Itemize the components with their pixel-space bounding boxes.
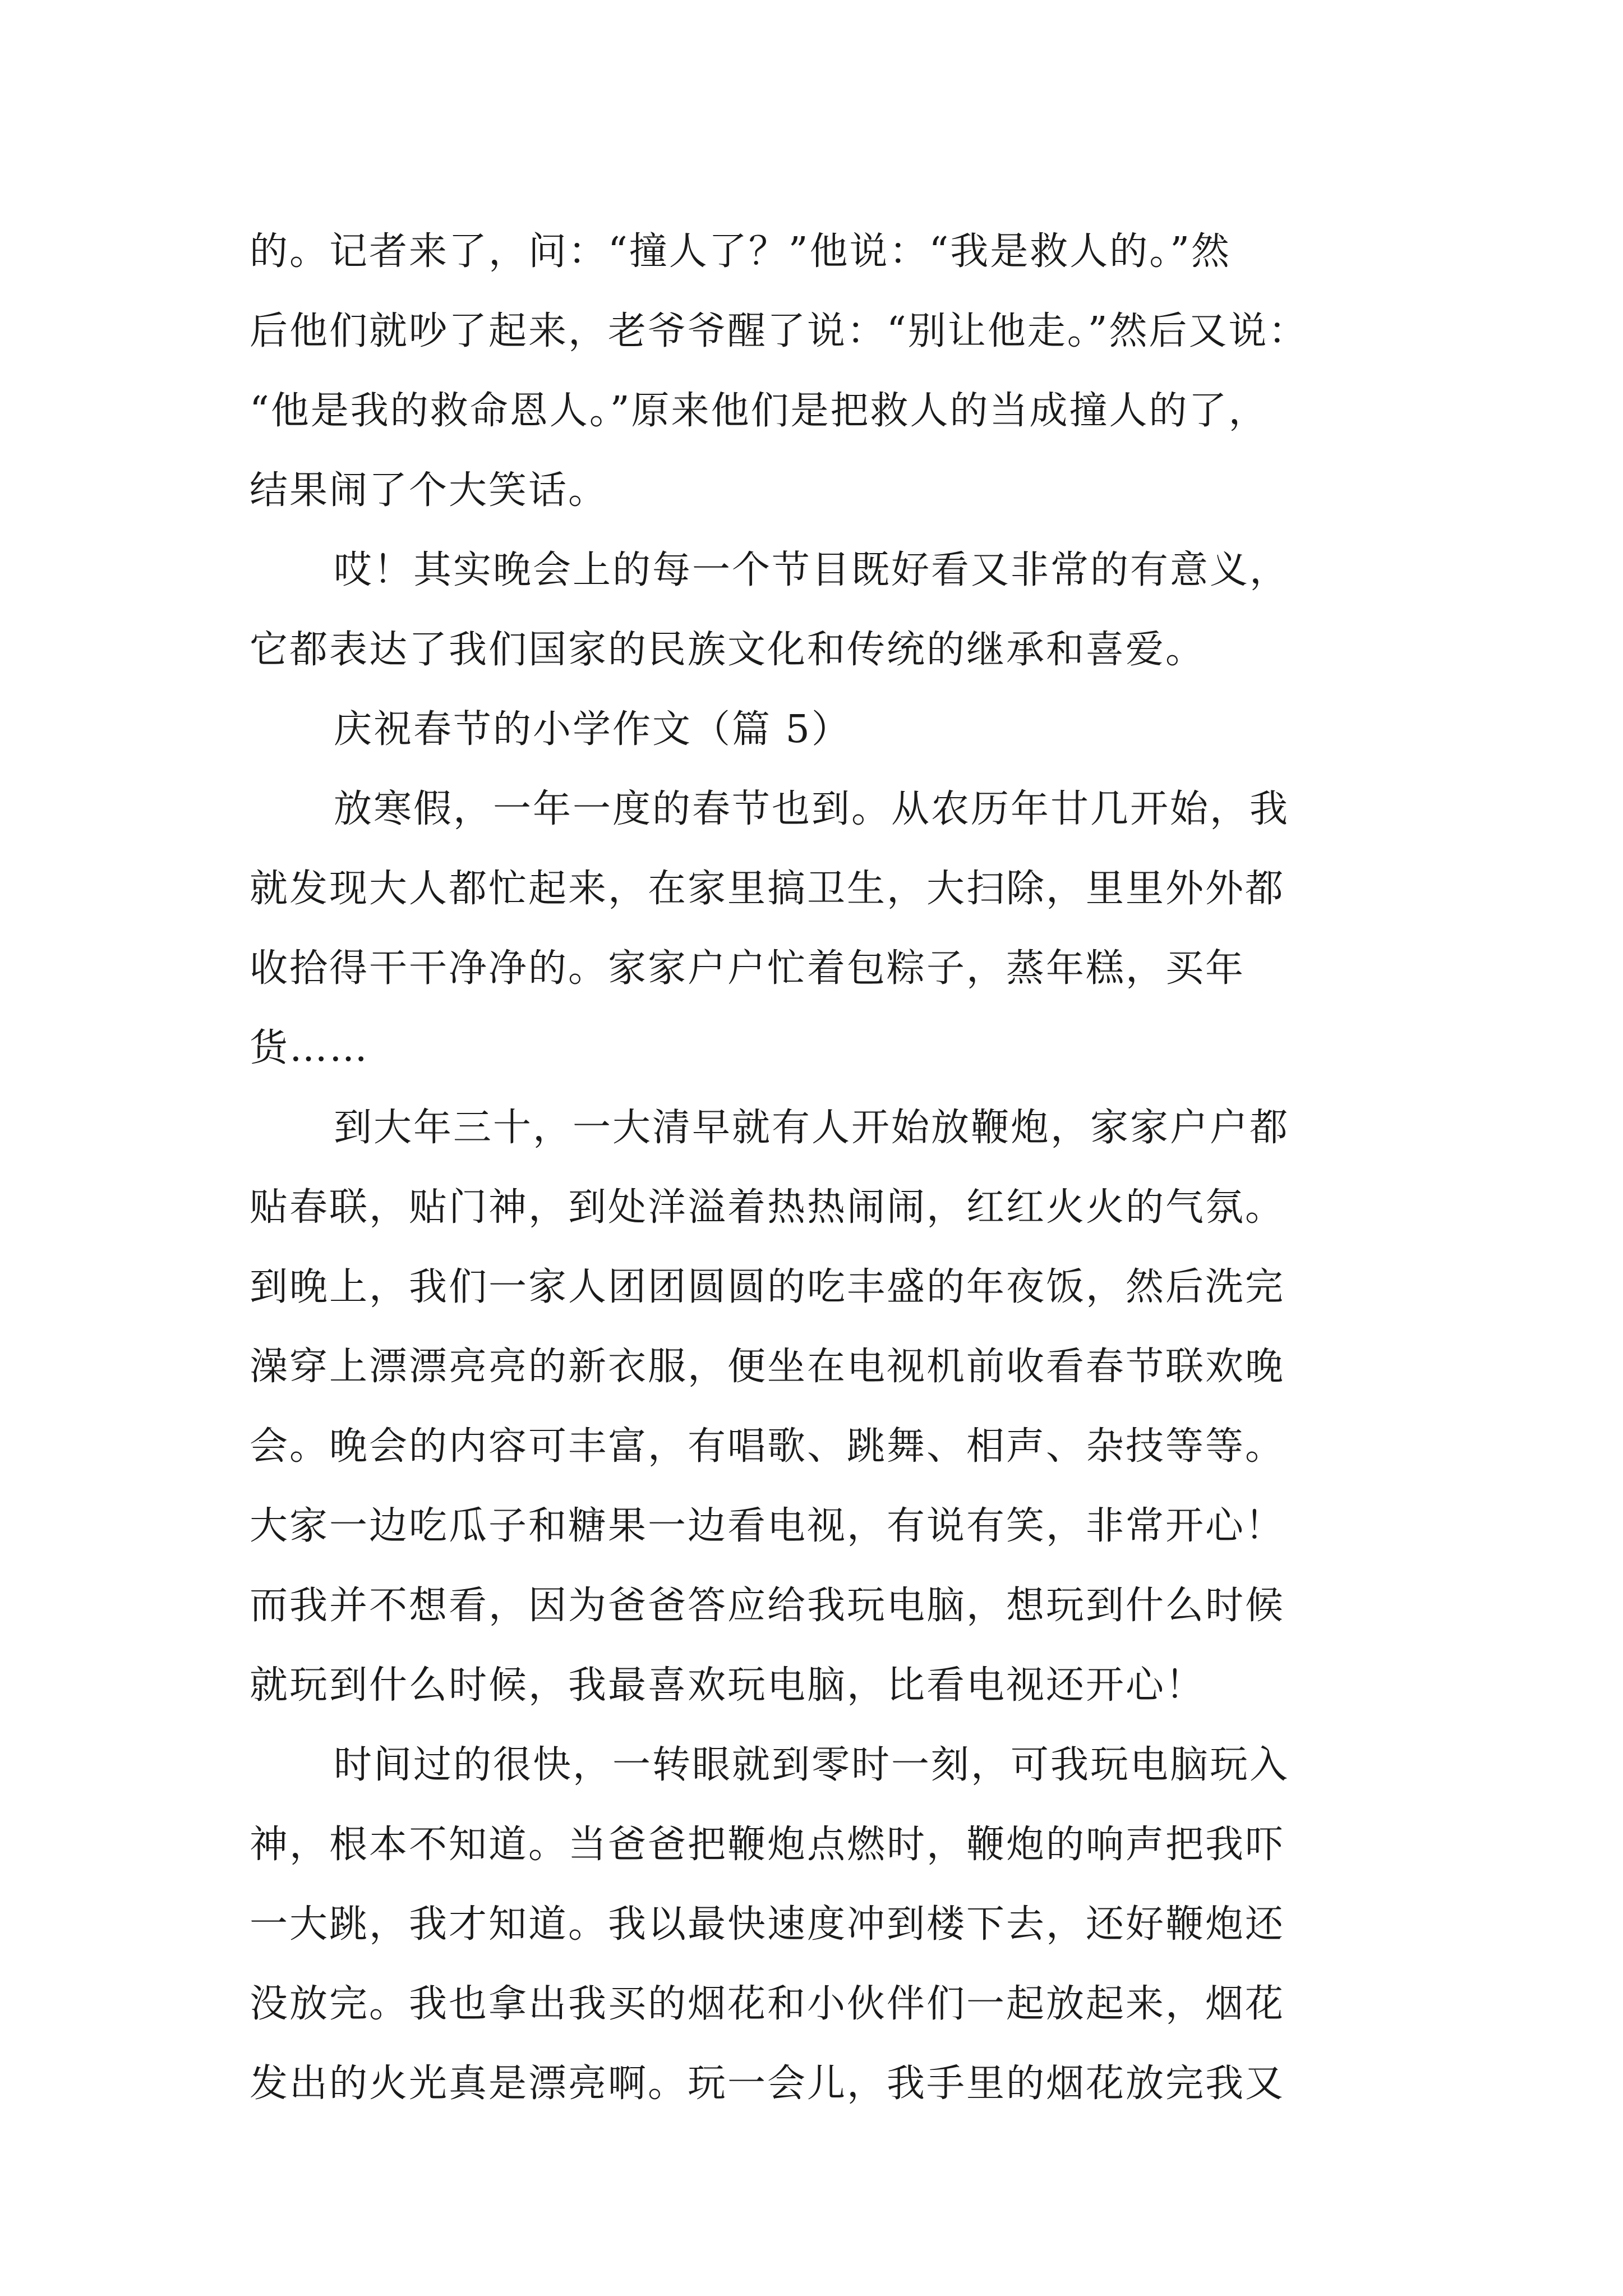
paragraph-start-line: 哎！其实晚会上的每一个节目既好看又非常的有意义， [334, 548, 1290, 592]
text-line: 后他们就吵了起来，老爷爷醒了说：“别让他走。”然后又说： [250, 309, 1308, 353]
paragraph-start-line: 时间过的很快，一转眼就到零时一刻，可我玩电脑玩入 [334, 1743, 1290, 1787]
text-line: 货…… [250, 1026, 370, 1070]
text-line: 大家一边吃瓜子和糖果一边看电视，有说有笑，非常开心！ [250, 1504, 1285, 1548]
paragraph-start-line: 放寒假，一年一度的春节也到。从农历年廿几开始，我 [334, 787, 1290, 831]
paragraph-start-line: 到大年三十，一大清早就有人开始放鞭炮，家家户户都 [334, 1106, 1290, 1150]
text-line: 会。晚会的内容可丰富，有唱歌、跳舞、相声、杂技等等。 [250, 1424, 1285, 1469]
text-line: 没放完。我也拿出我买的烟花和小伙伴们一起放起来，烟花 [250, 1982, 1285, 2026]
essay-body [250, 212, 1394, 2124]
text-line: 就玩到什么时候，我最喜欢玩电脑，比看电视还开心！ [250, 1663, 1206, 1708]
section-heading: 庆祝春节的小学作文（篇 5） [334, 707, 851, 752]
text-line: 就发现大人都忙起来，在家里搞卫生，大扫除，里里外外都 [250, 867, 1285, 911]
text-line: 结果闹了个大笑话。 [250, 468, 608, 513]
text-line: 而我并不想看，因为爸爸答应给我玩电脑，想玩到什么时候 [250, 1584, 1285, 1628]
text-line: 发出的火光真是漂亮啊。玩一会儿，我手里的烟花放完我又 [250, 2062, 1285, 2106]
text-line: 收拾得干干净净的。家家户户忙着包粽子，蒸年糕，买年 [250, 946, 1246, 991]
text-line: 一大跳，我才知道。我以最快速度冲到楼下去，还好鞭炮还 [250, 1902, 1285, 1947]
text-line: 贴春联，贴门神，到处洋溢着热热闹闹，红红火火的气氛。 [250, 1185, 1285, 1230]
text-line: “他是我的救命恩人。”原来他们是把救人的当成撞人的了， [250, 389, 1269, 433]
text-line: 澡穿上漂漂亮亮的新衣服，便坐在电视机前收看春节联欢晚 [250, 1345, 1285, 1389]
text-line: 的。记者来了，问：“撞人了？”他说：“我是救人的。”然 [250, 229, 1232, 274]
text-line: 它都表达了我们国家的民族文化和传统的继承和喜爱。 [250, 628, 1206, 672]
text-line: 神，根本不知道。当爸爸把鞭炮点燃时，鞭炮的响声把我吓 [250, 1823, 1285, 1867]
text-line: 到晚上，我们一家人团团圆圆的吃丰盛的年夜饭，然后洗完 [250, 1265, 1285, 1309]
